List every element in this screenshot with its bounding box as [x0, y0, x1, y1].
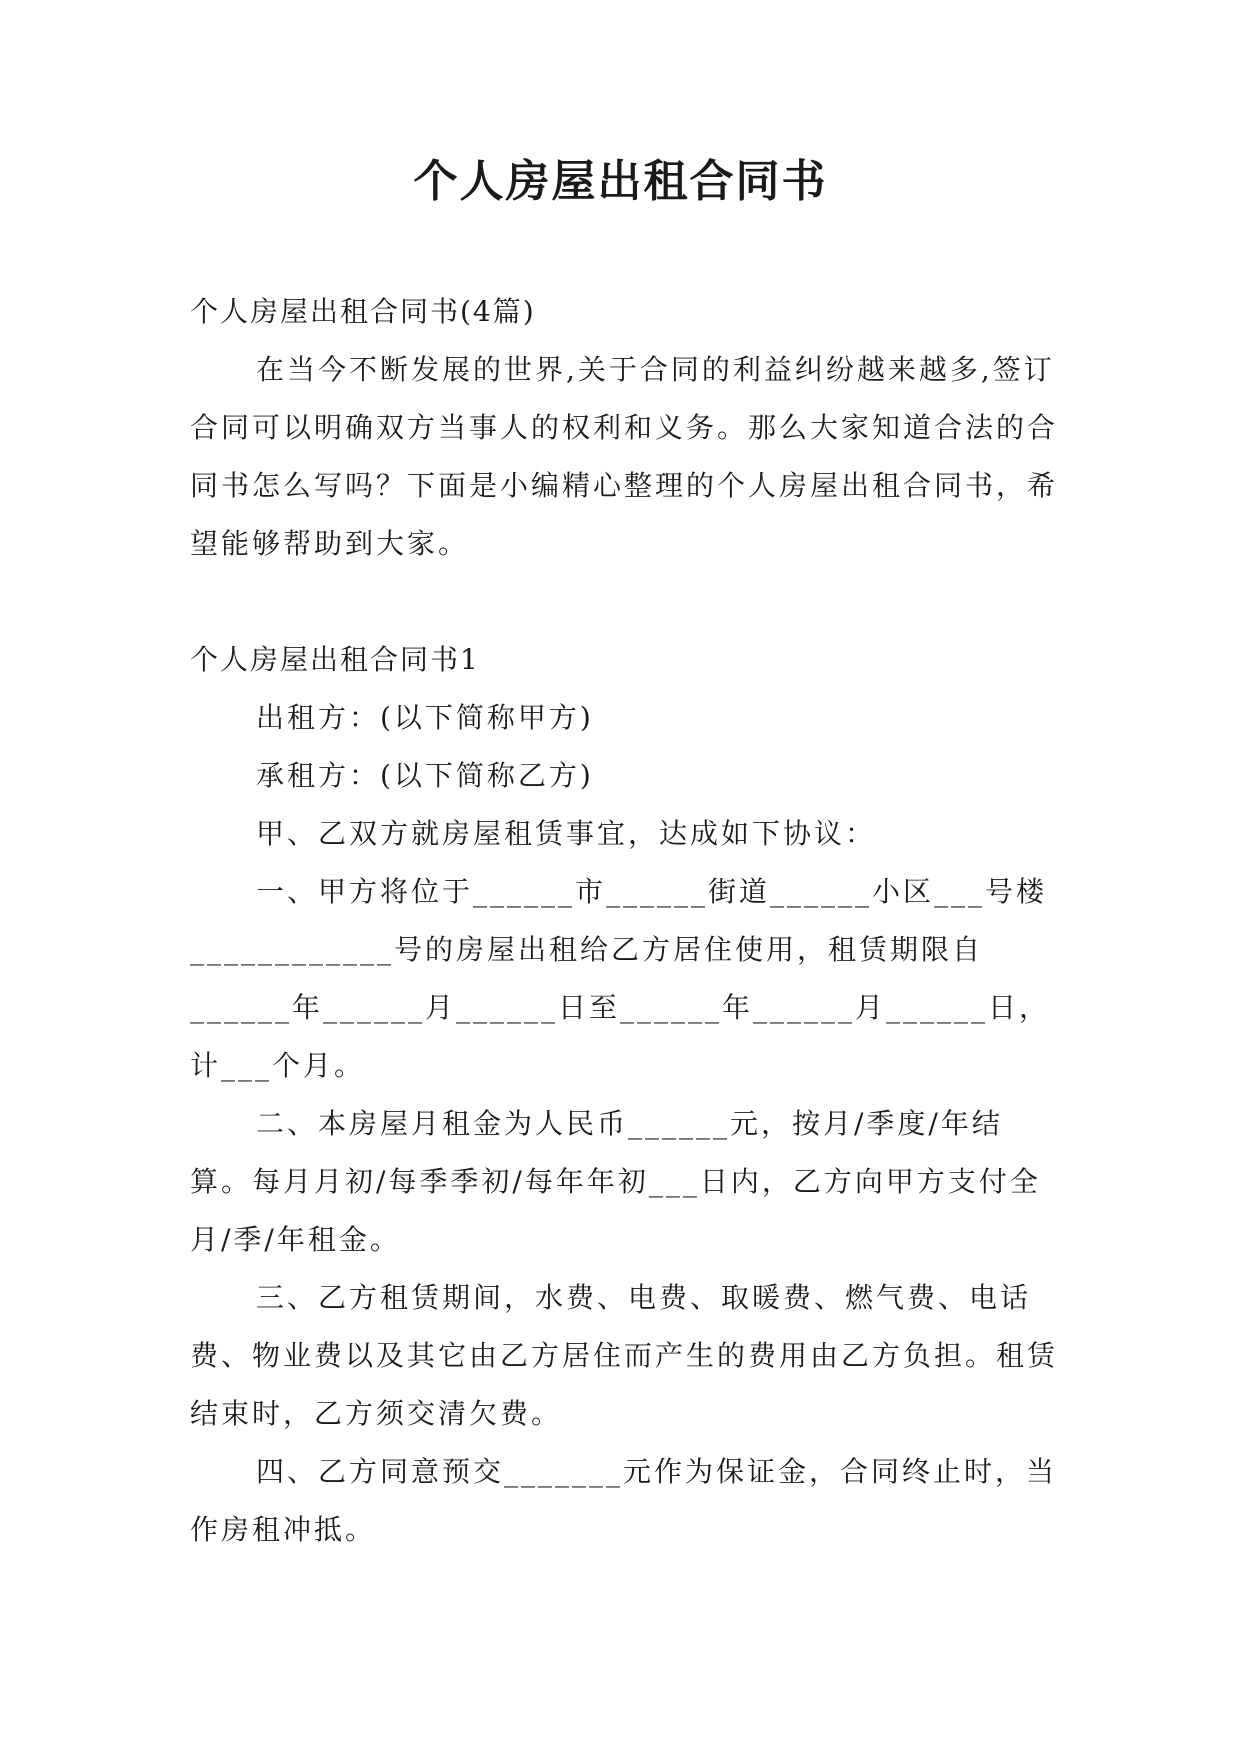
lessor-line: 出租方：(以下简称甲方)	[256, 701, 594, 734]
intro-paragraph: 在当今不断发展的世界,关于合同的利益纠纷越来越多,签订合同可以明确双方当事人的权利和义务。那么大家知道合法的合同书怎么写吗？下面是小编精心整理的个人房屋出租合同书，希望能够帮助到大家。	[190, 353, 1059, 560]
document-title: 个人房屋出租合同书	[413, 156, 828, 207]
document-body	[190, 283, 1058, 1559]
lessee-line: 承租方：(以下简称乙方)	[256, 759, 594, 792]
section-heading: 个人房屋出租合同书1	[190, 643, 480, 676]
document-subtitle: 个人房屋出租合同书(4篇)	[190, 295, 536, 328]
clause-1: 一、甲方将位于______市______街道______小区___号楼____________号的房屋出租给乙方居住使用，租赁期限自______年______月______日至______年______月______日，计___个月。	[190, 875, 1051, 1082]
agreement-intro: 甲、乙双方就房屋租赁事宜，达成如下协议：	[256, 817, 877, 850]
clause-4: 四、乙方同意预交_______元作为保证金，合同终止时，当作房租冲抵。	[190, 1455, 1058, 1546]
clause-3: 三、乙方租赁期间，水费、电费、取暖费、燃气费、电话费、物业费以及其它由乙方居住而产生的费用由乙方负担。租赁结束时，乙方须交清欠费。	[190, 1281, 1059, 1430]
clause-2: 二、本房屋月租金为人民币______元，按月/季度/年结算。每月月初/每季季初/每年年初___日内，乙方向甲方支付全月/季/年租金。	[190, 1107, 1041, 1256]
